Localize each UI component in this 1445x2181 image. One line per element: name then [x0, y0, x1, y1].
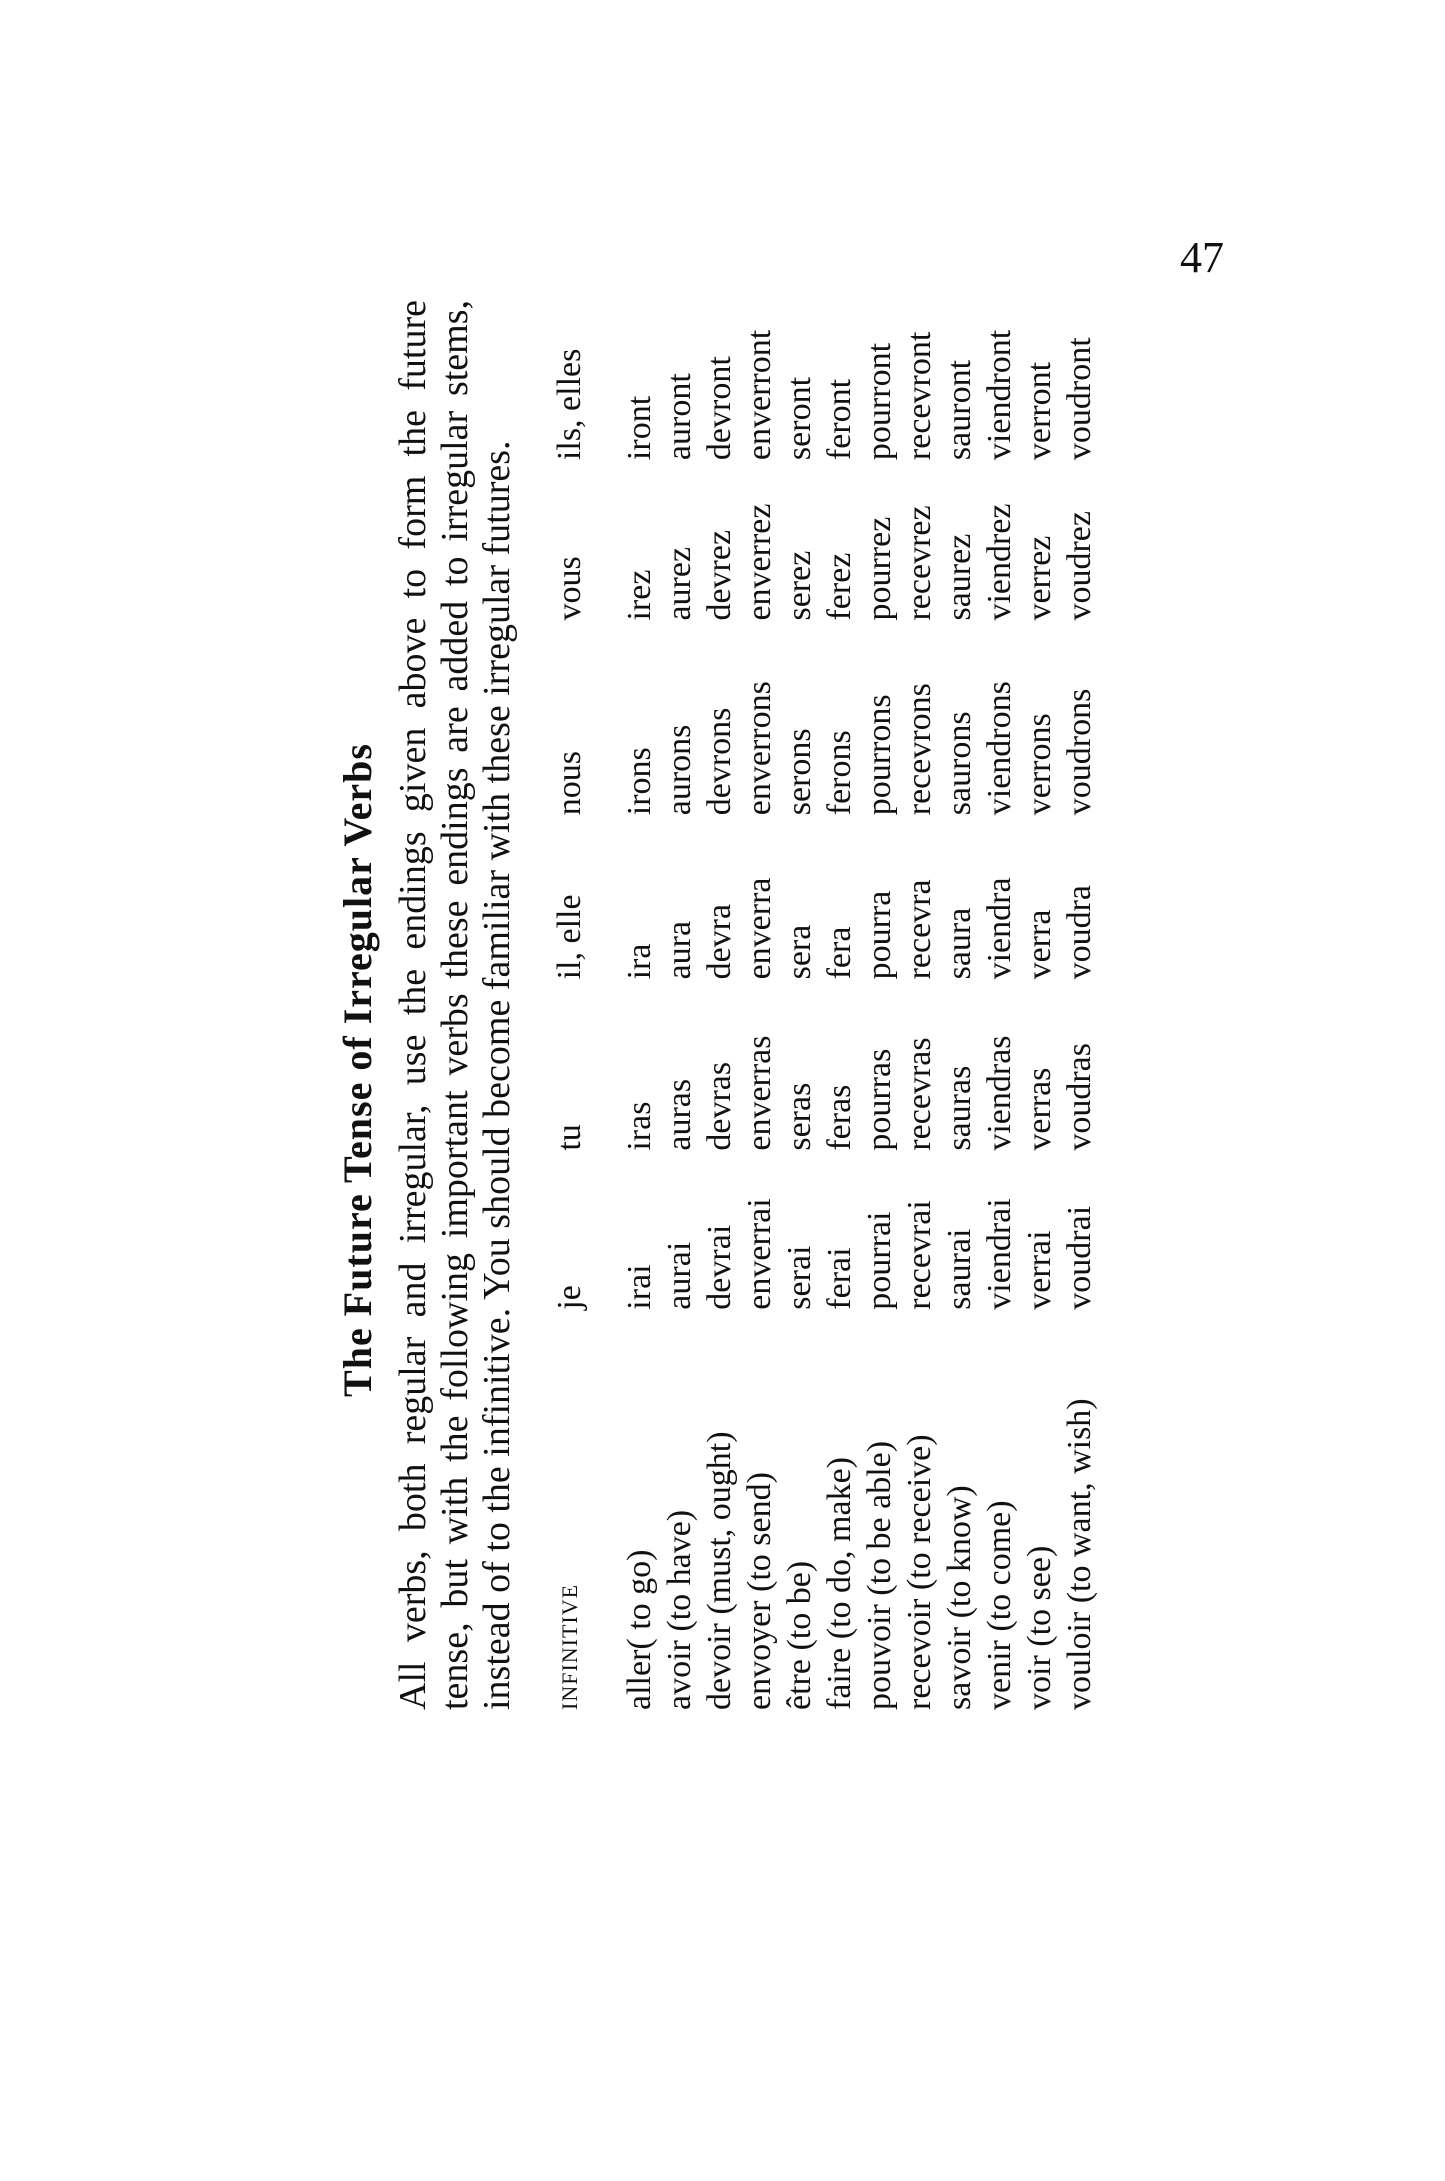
intro-line: instead of to the infinitive. You should become familiar with these irregular futures. [476, 440, 518, 1710]
conjugation-cell: enverrez [741, 503, 778, 621]
column-header: tu [551, 1124, 588, 1151]
conjugation-cell: enverras [741, 1035, 778, 1151]
conjugation-cell: auras [661, 1078, 698, 1151]
conjugation-cell: ferai [821, 1247, 858, 1310]
table-row [700, 300, 740, 1710]
conjugation-cell: recevront [901, 331, 938, 461]
intro-paragraph [392, 300, 518, 1710]
conjugation-cell: pourras [861, 1048, 898, 1151]
conjugation-cell: voudra [1061, 884, 1098, 980]
conjugation-cell: fera [821, 926, 858, 980]
conjugation-cell: verrez [1021, 535, 1058, 621]
conjugation-cell: devrez [701, 529, 738, 621]
conjugation-cell: recevrons [901, 683, 938, 816]
conjugation-cell: irai [621, 1264, 658, 1310]
intro-line: All verbs, both regular and irregular, use the endings given above to form the future [392, 300, 434, 1710]
conjugation-cell: viendront [981, 329, 1018, 461]
conjugation-cell: sera [781, 924, 818, 980]
conjugation-cell: saurez [941, 533, 978, 621]
intro-line: tense, but with the following important verbs these endings are added to irregular stems, [434, 300, 476, 1710]
column-header: ils, elles [551, 348, 588, 461]
conjugation-cell: devront [701, 356, 738, 461]
conjugation-cell: recevrez [901, 505, 938, 621]
table-row [740, 300, 780, 1710]
conjugation-cell: feras [821, 1084, 858, 1151]
conjugation-cell: recevra [901, 879, 938, 980]
conjugation-cell: irons [621, 747, 658, 816]
conjugation-cell: voudront [1061, 337, 1098, 461]
infinitive-cell: devoir (must, ought) [701, 1431, 738, 1710]
conjugation-cell: enverrai [741, 1198, 778, 1310]
table-row [900, 300, 940, 1710]
conjugation-cell: verras [1021, 1067, 1058, 1151]
conjugation-cell: viendrai [981, 1198, 1018, 1310]
conjugation-cell: viendrez [981, 503, 1018, 621]
table-row [780, 300, 820, 1710]
conjugation-cell: devras [701, 1061, 738, 1151]
conjugation-cell: verrai [1021, 1230, 1058, 1310]
page-number: 47 [1180, 233, 1224, 282]
conjugation-cell: seras [781, 1082, 818, 1151]
conjugation-cell: seront [781, 376, 818, 461]
conjugation-cell: devrons [701, 707, 738, 816]
conjugation-cell: pourrai [861, 1211, 898, 1310]
conjugation-cell: pourrez [861, 516, 898, 621]
table-row [1020, 300, 1060, 1710]
conjugation-cell: saurai [941, 1228, 978, 1310]
conjugation-cell: viendra [981, 877, 1018, 980]
infinitive-cell: faire (to do, make) [821, 1457, 858, 1710]
conjugation-cell: devrai [701, 1224, 738, 1310]
conjugation-cell: voudrai [1061, 1205, 1098, 1310]
conjugation-cell: voudrez [1061, 511, 1098, 621]
column-header: je [551, 1285, 588, 1310]
page-title: The Future Tense of Irregular Verbs [335, 743, 380, 1397]
conjugation-cell: enverront [741, 329, 778, 461]
table-row [980, 300, 1020, 1710]
column-header: il, elle [551, 894, 588, 980]
conjugation-cell: aurons [661, 724, 698, 816]
infinitive-cell: venir (to come) [981, 1500, 1018, 1710]
conjugation-cell: verront [1021, 361, 1058, 461]
infinitive-cell: être (to be) [781, 1560, 818, 1710]
irregular-future-table [550, 300, 1100, 1710]
table-row [860, 300, 900, 1710]
table-header-row [550, 300, 620, 1710]
infinitive-cell: vouloir (to want, wish) [1061, 1398, 1098, 1710]
table-row [940, 300, 980, 1710]
infinitive-cell: envoyer (to send) [741, 1472, 778, 1710]
conjugation-cell: irez [621, 569, 658, 621]
conjugation-cell: enverrons [741, 681, 778, 816]
infinitive-cell: pouvoir (to be able) [861, 1440, 898, 1710]
conjugation-cell: sauront [941, 359, 978, 461]
infinitive-cell: avoir (to have) [661, 1509, 698, 1710]
conjugation-cell: serez [781, 550, 818, 621]
conjugation-cell: viendras [981, 1035, 1018, 1151]
infinitive-cell: savoir (to know) [941, 1485, 978, 1710]
column-header: nous [551, 751, 588, 816]
conjugation-cell: ferons [821, 730, 858, 816]
conjugation-cell: serai [781, 1245, 818, 1310]
conjugation-cell: voudrons [1061, 688, 1098, 816]
conjugation-cell: aurez [661, 546, 698, 621]
table-body [620, 300, 1100, 1710]
rotated-content [330, 300, 1430, 1840]
infinitive-cell: recevoir (to receive) [901, 1434, 938, 1710]
table-row [620, 300, 660, 1710]
infinitive-cell: voir (to see) [1021, 1545, 1058, 1710]
conjugation-cell: pourrons [861, 694, 898, 816]
conjugation-cell: aurai [661, 1241, 698, 1310]
conjugation-cell: sauras [941, 1065, 978, 1151]
conjugation-cell: voudras [1061, 1042, 1098, 1151]
conjugation-cell: aura [661, 920, 698, 980]
conjugation-cell: verra [1021, 909, 1058, 980]
conjugation-cell: iront [621, 395, 658, 461]
conjugation-cell: serons [781, 728, 818, 816]
conjugation-cell: auront [661, 373, 698, 461]
conjugation-cell: ferez [821, 552, 858, 621]
table-row [660, 300, 700, 1710]
conjugation-cell: iras [621, 1101, 658, 1151]
infinitive-cell: aller( to go) [621, 1549, 658, 1710]
conjugation-cell: saurons [941, 711, 978, 816]
table-row [820, 300, 860, 1710]
conjugation-cell: viendrons [981, 681, 1018, 816]
table-row [1060, 300, 1100, 1710]
conjugation-cell: recevrai [901, 1200, 938, 1310]
column-header: INFINITIVE [557, 1583, 582, 1710]
column-header: vous [551, 556, 588, 621]
conjugation-cell: pourra [861, 890, 898, 980]
conjugation-cell: enverra [741, 877, 778, 980]
conjugation-cell: ira [621, 943, 658, 980]
conjugation-cell: devra [701, 903, 738, 980]
conjugation-cell: pourront [861, 342, 898, 461]
conjugation-cell: recevras [901, 1037, 938, 1151]
conjugation-cell: saura [941, 907, 978, 980]
conjugation-cell: feront [821, 378, 858, 461]
conjugation-cell: verrons [1021, 713, 1058, 816]
